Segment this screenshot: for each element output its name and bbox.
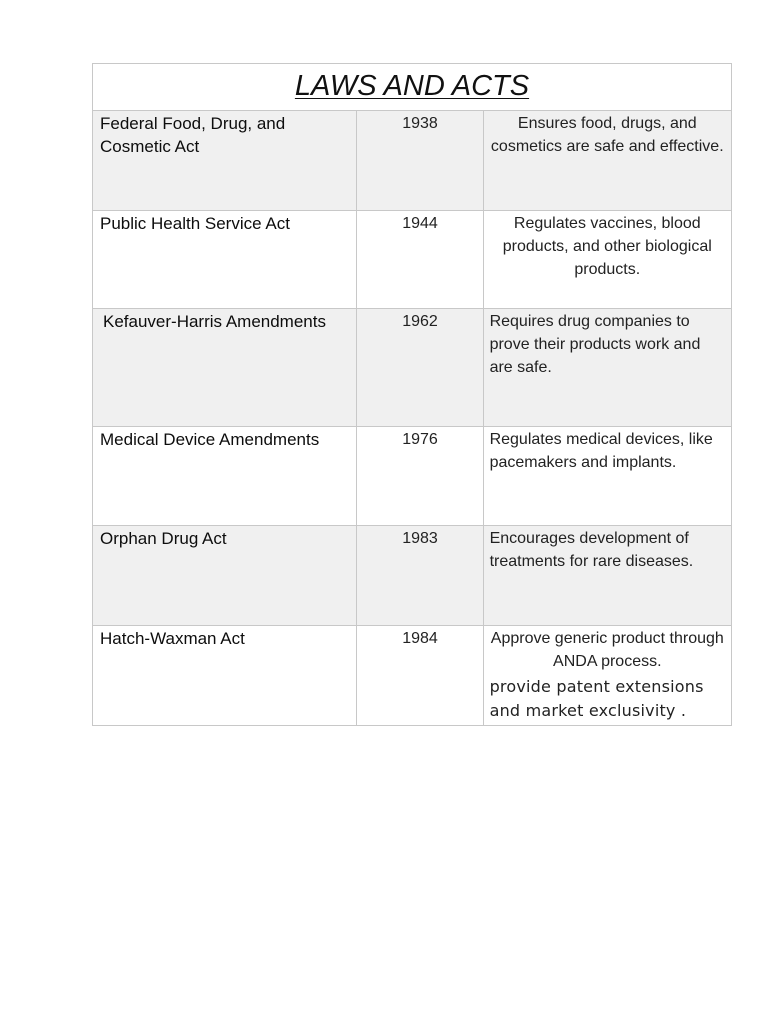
- law-name-cell: [93, 526, 357, 626]
- law-name: Orphan Drug Act: [100, 529, 227, 548]
- law-description: Ensures food, drugs, and cosmetics are safe and effective.: [490, 115, 724, 155]
- law-name: Kefauver-Harris Amendments: [103, 312, 326, 331]
- law-year: 1976: [402, 431, 438, 448]
- table-row: [93, 626, 732, 726]
- law-description-cell: [483, 427, 731, 526]
- law-description-cell: [483, 526, 731, 626]
- law-description: Regulates medical devices, like pacemakers and implants.: [489, 431, 713, 471]
- law-year: 1938: [402, 115, 438, 132]
- law-name: Federal Food, Drug, and Cosmetic Act: [100, 114, 286, 156]
- table-row: [93, 111, 732, 211]
- law-description-cell: [483, 111, 731, 211]
- law-description-cell: [483, 626, 731, 726]
- law-year: 1944: [402, 215, 438, 232]
- law-name-cell: [93, 111, 357, 211]
- law-year: 1962: [402, 313, 438, 330]
- law-description: Requires drug companies to prove their products work and are safe.: [489, 313, 701, 376]
- law-description-cell: [483, 211, 731, 309]
- law-description-extra: provide patent extensions and market exclusivity .: [489, 677, 704, 720]
- law-year-cell: [357, 526, 483, 626]
- law-year: 1983: [402, 530, 438, 547]
- law-year-cell: [357, 427, 483, 526]
- law-description: Regulates vaccines, blood products, and other biological products.: [502, 215, 712, 278]
- law-description: Encourages development of treatments for rare diseases.: [489, 530, 694, 570]
- law-description-cell: [483, 309, 731, 427]
- law-year-cell: [357, 309, 483, 427]
- law-year-cell: [357, 626, 483, 726]
- law-name: Medical Device Amendments: [100, 430, 320, 449]
- table-title-cell: [93, 64, 732, 111]
- laws-table: [92, 63, 732, 726]
- table-row: [93, 211, 732, 309]
- law-name: Hatch-Waxman Act: [100, 629, 245, 648]
- law-description: Approve generic product through ANDA process.: [490, 630, 724, 670]
- page-title: LAWS AND ACTS: [294, 70, 530, 102]
- law-year-cell: [357, 211, 483, 309]
- law-year-cell: [357, 111, 483, 211]
- table-row: [93, 309, 732, 427]
- law-name-cell: [93, 309, 357, 427]
- law-name-cell: [93, 427, 357, 526]
- law-name-cell: [93, 626, 357, 726]
- law-name-cell: [93, 211, 357, 309]
- law-year: 1984: [402, 630, 438, 647]
- table-row: [93, 526, 732, 626]
- law-name: Public Health Service Act: [100, 214, 290, 233]
- table-row: [93, 427, 732, 526]
- table-title-row: [93, 64, 732, 111]
